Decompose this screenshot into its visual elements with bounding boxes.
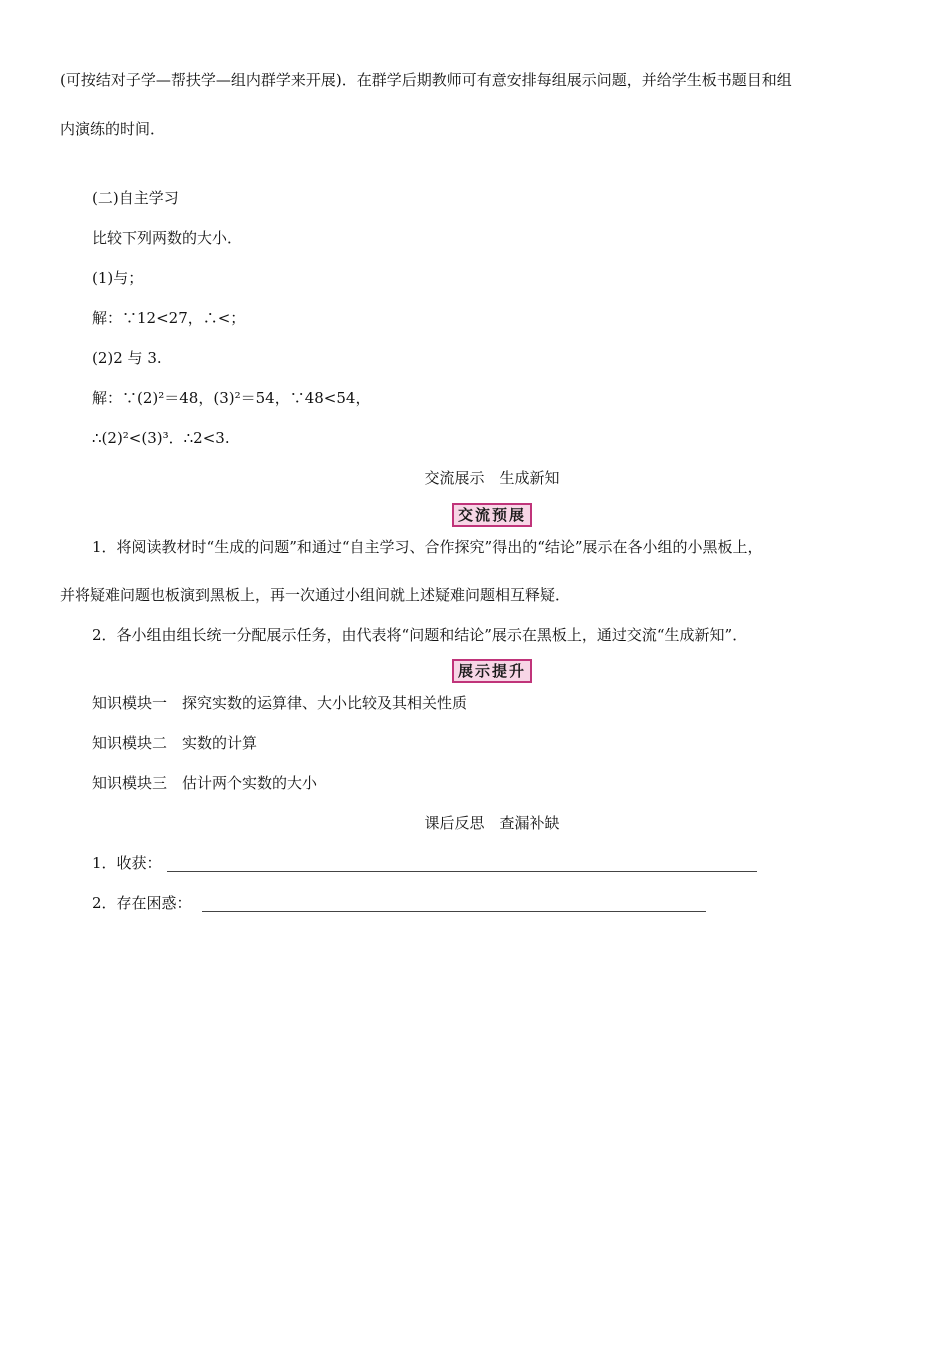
gain-label: 1．收获： [92, 854, 162, 872]
knowledge-module-2: 知识模块二 实数的计算 [92, 734, 258, 752]
exchange-section-title: 交流展示 生成新知 [424, 469, 560, 487]
intro-line-1: (可按结对子学—帮扶学—组内群学来开展)．在群学后期教师可有意安排每组展示问题，并给学生板书题目和组 [60, 71, 792, 89]
knowledge-module-3: 知识模块三 估计两个实数的大小 [92, 774, 318, 792]
exchange-item-1-line-1: 1．将阅读教材时“生成的问题”和通过“自主学习、合作探究”得出的“结论”展示在各小组的小黑板上， [92, 538, 763, 556]
question-1: (1)与； [92, 269, 144, 287]
confusion-answer-line[interactable] [202, 911, 706, 912]
knowledge-module-1: 知识模块一 探究实数的运算律、大小比较及其相关性质 [92, 694, 468, 712]
reflection-section-title: 课后反思 查漏补缺 [424, 814, 560, 832]
answer-1: 解：∵12<27，∴<； [92, 309, 246, 327]
exchange-item-2: 2．各小组由组长统一分配展示任务，由代表将“问题和结论”展示在黑板上，通过交流“生成新知”． [92, 626, 748, 644]
self-study-prompt: 比较下列两数的大小． [92, 229, 243, 247]
gain-answer-line[interactable] [167, 871, 757, 872]
question-2: (2)2 与 3. [92, 349, 162, 367]
exchange-item-1-line-2: 并将疑难问题也板演到黑板上，再一次通过小组间就上述疑难问题相互释疑． [60, 586, 571, 604]
answer-2: 解：∵(2)²＝48，(3)²＝54，∵48<54， [92, 389, 371, 407]
self-study-heading: (二)自主学习 [92, 189, 179, 207]
confusion-label: 2．存在困惑： [92, 894, 192, 912]
answer-2-conclusion: ∴(2)²<(3)³．∴2<3. [92, 429, 230, 447]
intro-line-2: 内演练的时间． [60, 120, 166, 138]
exchange-preview-stamp: 交流预展 [452, 503, 532, 527]
display-improve-stamp: 展示提升 [452, 659, 532, 683]
